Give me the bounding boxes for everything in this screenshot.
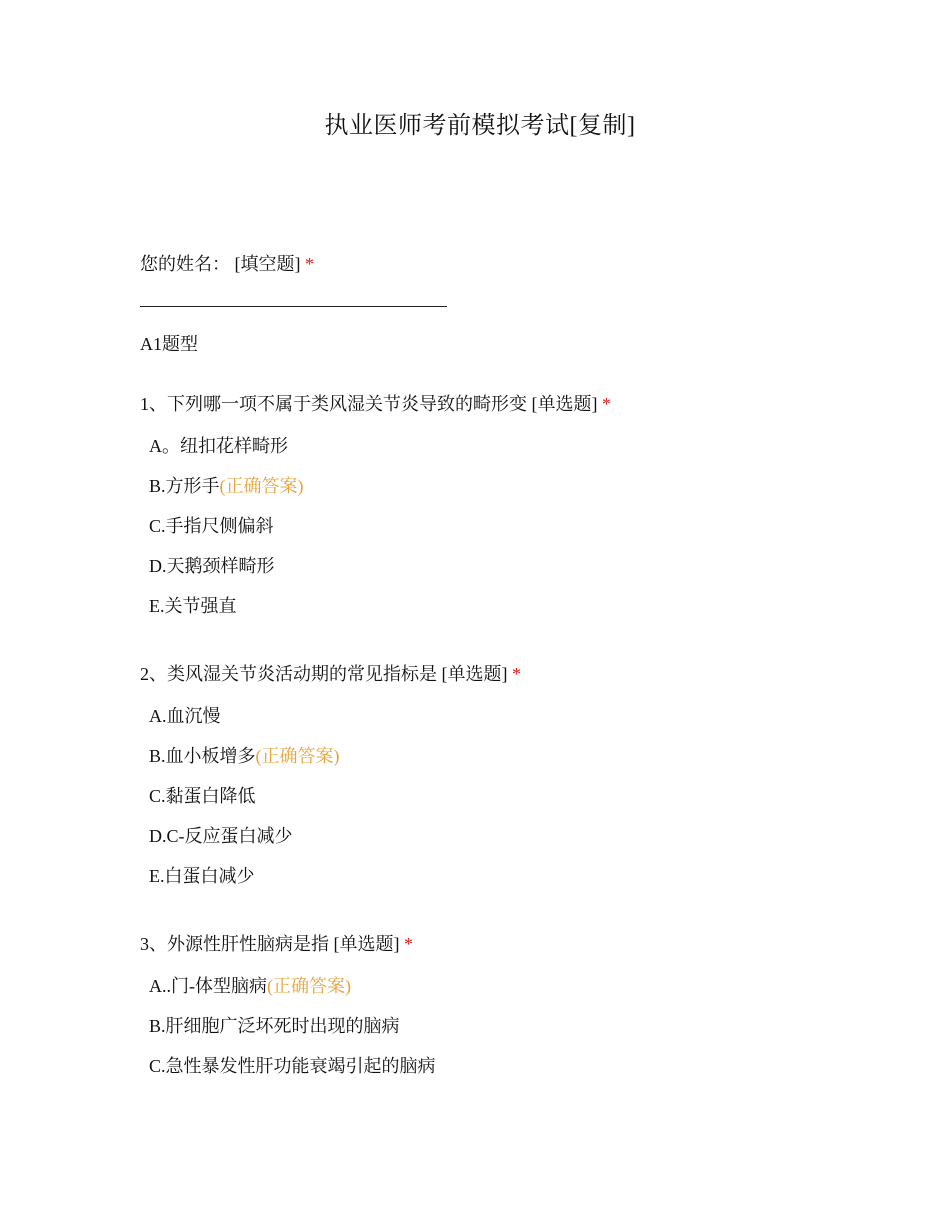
correct-answer-tag: (正确答案): [219, 476, 304, 496]
question-text: 3、外源性肝性脑病是指: [140, 934, 329, 954]
option-e[interactable]: [149, 586, 920, 626]
question-title: [140, 930, 920, 958]
option-label: A..门-体型脑病: [149, 976, 267, 996]
correct-answer-tag: (正确答案): [267, 976, 351, 996]
option-list: [140, 966, 920, 1086]
option-c[interactable]: [149, 1046, 920, 1086]
option-b[interactable]: [149, 1006, 920, 1046]
option-a[interactable]: [149, 426, 920, 466]
question-type-tag: [单选题]: [333, 934, 400, 954]
question-title: [140, 390, 920, 418]
section-label: A1题型: [140, 334, 198, 354]
option-label: E.白蛋白减少: [149, 866, 255, 886]
option-label: D.天鹅颈样畸形: [149, 556, 275, 576]
question-2: [140, 660, 920, 896]
required-mark: *: [305, 254, 314, 274]
question-text: 1、下列哪一项不属于类风湿关节炎导致的畸形变: [140, 394, 527, 414]
question-title: [140, 660, 920, 688]
option-e[interactable]: [149, 856, 920, 896]
option-label: D.C-反应蛋白减少: [149, 826, 293, 846]
option-d[interactable]: [149, 816, 920, 856]
page-title: 执业医师考前模拟考试[复制]: [324, 113, 636, 139]
option-a[interactable]: [149, 696, 920, 736]
option-label: A。纽扣花样畸形: [149, 436, 288, 456]
question-type-tag: [单选题]: [441, 664, 508, 684]
question-list: [140, 390, 920, 1120]
question-text: 2、类风湿关节炎活动期的常见指标是: [140, 664, 437, 684]
option-label: C.急性暴发性肝功能衰竭引起的脑病: [149, 1056, 436, 1076]
option-label: B.肝细胞广泛坏死时出现的脑病: [149, 1016, 400, 1036]
name-question: [140, 250, 314, 278]
option-c[interactable]: [149, 776, 920, 816]
option-label: C.手指尺侧偏斜: [149, 516, 274, 536]
question-type-tag: [单选题]: [531, 394, 598, 414]
option-d[interactable]: [149, 546, 920, 586]
name-input-line[interactable]: [140, 306, 447, 307]
name-type-tag: [填空题]: [234, 254, 301, 274]
option-c[interactable]: [149, 506, 920, 546]
required-mark: *: [512, 664, 521, 684]
question-1: [140, 390, 920, 626]
question-3: [140, 930, 920, 1086]
option-b[interactable]: [149, 466, 920, 506]
option-label: B.血小板增多: [149, 746, 256, 766]
option-list: [140, 426, 920, 626]
required-mark: *: [404, 934, 413, 954]
option-label: A.血沉慢: [149, 706, 221, 726]
option-a[interactable]: [149, 966, 920, 1006]
option-label: E.关节强直: [149, 596, 237, 616]
option-list: [140, 696, 920, 896]
option-label: B.方形手: [149, 476, 220, 496]
option-b[interactable]: [149, 736, 920, 776]
option-label: C.黏蛋白降低: [149, 786, 256, 806]
correct-answer-tag: (正确答案): [255, 746, 340, 766]
name-label: 您的姓名：: [140, 254, 230, 274]
required-mark: *: [602, 394, 611, 414]
